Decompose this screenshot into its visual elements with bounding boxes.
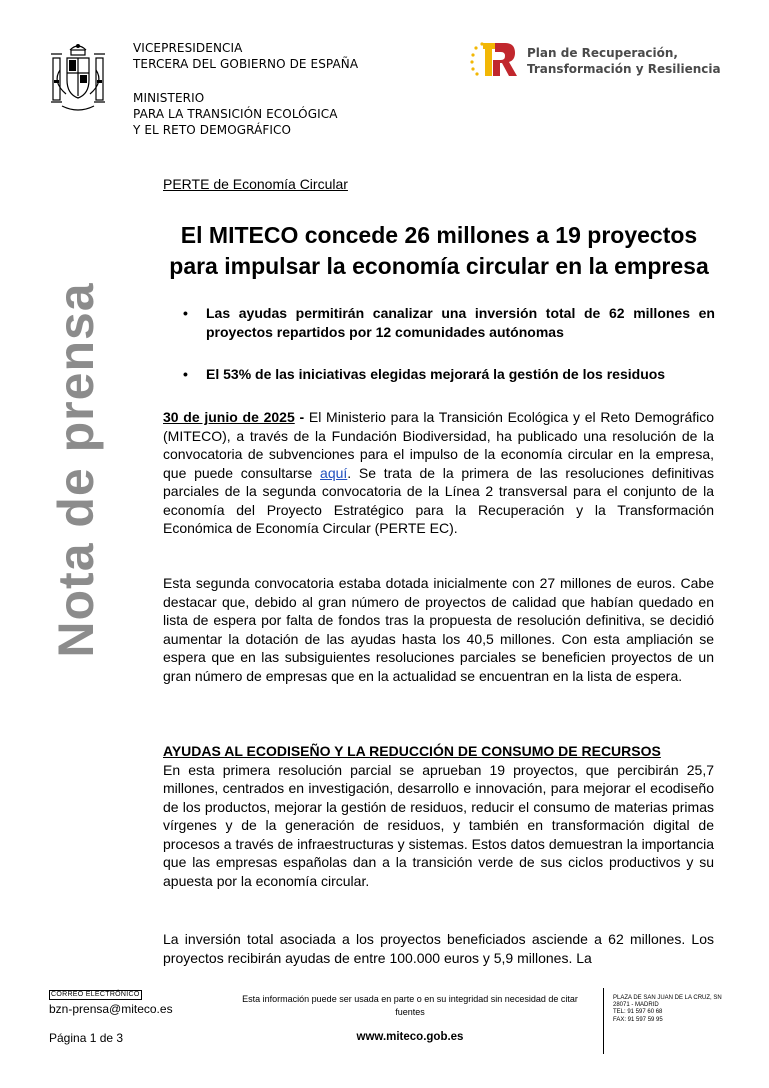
- gov-line-2: TERCERA DEL GOBIERNO DE ESPAÑA: [133, 57, 359, 71]
- resolution-link[interactable]: aquí: [320, 464, 348, 481]
- bullet-icon: •: [183, 305, 188, 321]
- paragraph-1-text-b: . Se trata de la primera de las resoluciones definitivas parciales de la segunda convocatoria de la Línea 2 transversal para el conjunto de la economía del Proyecto Estratégico para la Recuperación y la Transformación Económica de Economía Circular (PERTE EC).: [163, 464, 714, 536]
- headline-line-2: para impulsar la economía circular en la empresa: [169, 253, 709, 279]
- headline: [163, 220, 715, 282]
- plan-line-2: Transformación y Resiliencia: [527, 62, 721, 76]
- vice-presidency-block: [133, 40, 358, 72]
- headline-line-1: El MITECO concede 26 millones a 19 proyectos: [180, 222, 698, 248]
- ministry-line-2: PARA LA TRANSICIÓN ECOLÓGICA: [133, 107, 338, 121]
- date-separator: -: [299, 409, 305, 425]
- address-line: FAX: 91 597 59 95: [613, 1016, 663, 1023]
- usage-note: Esta información puede ser usada en parte o en su integridad sin necesidad de citar fuentes: [242, 994, 578, 1017]
- section-title: AYUDAS AL ECODISEÑO Y LA REDUCCIÓN DE CONSUMO DE RECURSOS: [163, 743, 661, 759]
- page-number: Página 1 de 3: [49, 1031, 124, 1045]
- ministry-line-1: MINISTERIO: [133, 91, 205, 105]
- paragraph-3: En esta primera resolución parcial se aprueban 19 proyectos, que percibirán 25,7 millones, centrados en investigación, desarrollo e innovación, para mejorar el ecodiseño de los productos, mejorar la gestión de residuos, reducir el consumo de materias primas vírgenes y de la generación de residuos, y también en transformación digital de procesos a través de infraestructuras y sistemas. Estos datos demuestran la importancia que las empresas españolas dan a la transición verde de sus ciclos productivos y su apuesta por la economía circular.: [163, 761, 714, 889]
- ministry-address: [613, 995, 722, 1024]
- paragraph-2: Esta segunda convocatoria estaba dotada inicialmente con 27 millones de euros. Cabe destacar que, debido al gran número de proyectos de calidad que habían quedado en lista de espera por falta de fondos tras la propuesta de resolución definitiva, se decidió aumentar la dotación de las ayudas hasta los 40,5 millones. Con esta ampliación se espera que en las subsiguientes resoluciones parciales se beneficien proyectos de un gran número de empresas que en la actualidad se encuentran en la lista de espera.: [163, 575, 714, 684]
- highlight-item: [163, 365, 715, 384]
- press-release-label-text: Nota de prensa: [48, 282, 104, 658]
- highlight-text: Las ayudas permitirán canalizar una inversión total de 62 millones en proyectos repartidos por 12 comunidades autónomas: [206, 305, 715, 340]
- kicker: PERTE de Economía Circular: [163, 176, 348, 192]
- press-email[interactable]: bzn-prensa@miteco.es: [49, 1002, 173, 1016]
- highlight-text: El 53% de las iniciativas elegidas mejorará la gestión de los residuos: [206, 366, 666, 382]
- coat-of-arms-icon: [48, 40, 108, 118]
- prtr-logo-icon: [470, 40, 520, 78]
- address-line: PLAZA DE SAN JUAN DE LA CRUZ, SN: [613, 995, 722, 1001]
- section-ecodesign: [163, 742, 714, 890]
- plan-line-1: Plan de Recuperación,: [527, 46, 678, 60]
- release-date: 30 de junio de 2025: [163, 409, 295, 425]
- email-label: CORREO ELECTRÓNICO: [51, 991, 140, 998]
- highlight-item: [163, 304, 715, 342]
- ministry-line-3: Y EL RETO DEMOGRÁFICO: [133, 123, 292, 137]
- highlights-list: [163, 304, 715, 384]
- footer-divider: [603, 988, 604, 1054]
- ministry-block: [133, 90, 338, 138]
- website-link[interactable]: www.miteco.gob.es: [356, 1031, 464, 1043]
- bullet-icon: •: [183, 366, 188, 382]
- paragraph-1: [163, 408, 714, 538]
- gov-line-1: VICEPRESIDENCIA: [133, 41, 243, 55]
- paragraph-1-text-a: El Ministerio para la Transición Ecológica y el Reto Demográfico (MITECO), a través de la Fundación Biodiversidad, ha publicado una resolución de la convocatoria de subvenciones para el impulso de la economía circular en la empresa, que puede consultarse: [163, 409, 715, 481]
- recovery-plan-title: [527, 45, 721, 77]
- address-line: TEL: 91 597 60 68: [613, 1009, 663, 1016]
- paragraph-4: La inversión total asociada a los proyectos beneficiados asciende a 62 millones. Los proyectos recibirán ayudas de entre 100.000 euros y 5,9 millones. La: [163, 931, 714, 966]
- address-line: 28071 - MADRID: [613, 1002, 659, 1009]
